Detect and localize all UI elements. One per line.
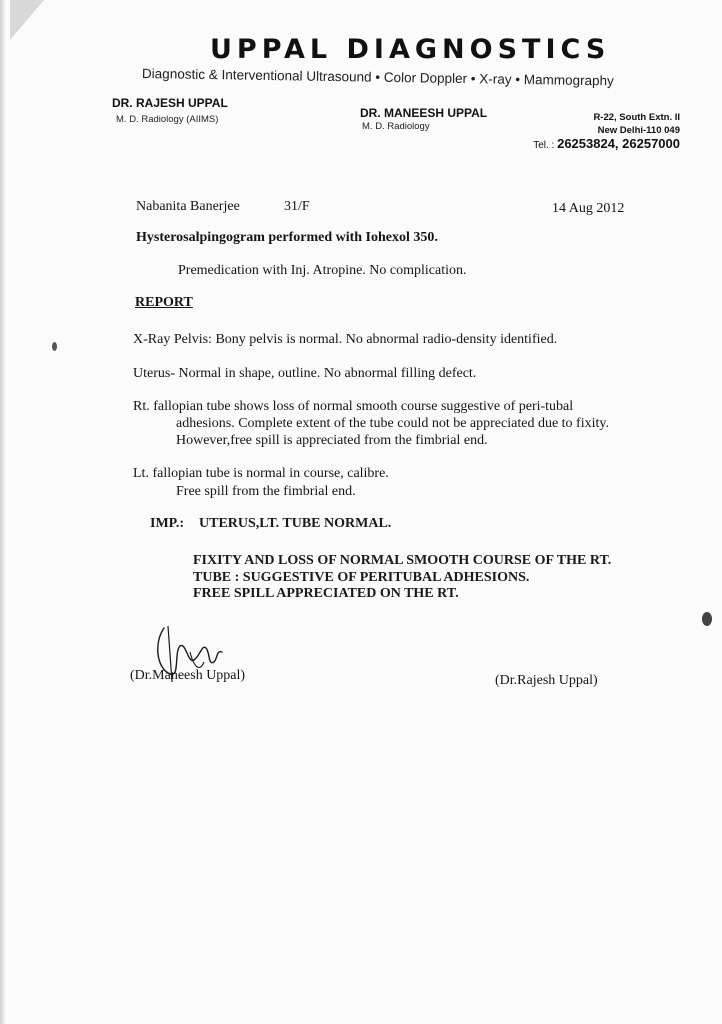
telephone-numbers: 26253824, 26257000: [557, 136, 680, 151]
scan-edge-shadow: [0, 0, 6, 1024]
folded-corner: [10, 0, 44, 40]
signatory-right: (Dr.Rajesh Uppal): [495, 673, 598, 688]
patient-name: Nabanita Banerjee: [136, 199, 240, 214]
report-heading: REPORT: [135, 295, 193, 310]
finding-lt-tube-line2: Free spill from the fimbrial end.: [176, 484, 356, 499]
finding-lt-tube-line1: Lt. fallopian tube is normal in course, calibre.: [133, 466, 389, 481]
address-line-2: New Delhi-110 049: [597, 125, 680, 136]
impression-line1: UTERUS,LT. TUBE NORMAL.: [199, 516, 392, 531]
finding-rt-tube-line3: However,free spill is appreciated from the fimbrial end.: [176, 433, 488, 448]
scan-speck: [52, 342, 57, 351]
signatory-left: (Dr.Maneesh Uppal): [130, 668, 246, 683]
report-date: 14 Aug 2012: [552, 201, 625, 216]
finding-rt-tube-line2: adhesions. Complete extent of the tube could not be appreciated due to fixity.: [176, 416, 609, 431]
procedure-title: Hysterosalpingogram performed with Iohexol 350.: [136, 230, 438, 245]
impression-line4: FREE SPILL APPRECIATED ON THE RT.: [193, 586, 459, 601]
doctor2-name: DR. MANEESH UPPAL: [360, 106, 488, 120]
clinic-services: Diagnostic & Interventional Ultrasound • Color Doppler • X-ray • Mammography: [141, 66, 614, 89]
doctor1-name: DR. RAJESH UPPAL: [112, 96, 228, 110]
doctor1-qualification: M. D. Radiology (AIIMS): [116, 114, 219, 125]
impression-label: IMP.:: [150, 516, 185, 531]
premedication: Premedication with Inj. Atropine. No complication.: [178, 263, 467, 278]
scan-mark: [702, 612, 712, 626]
telephone: [533, 136, 680, 151]
clinic-name: UPPAL DIAGNOSTICS: [210, 34, 611, 65]
doctor2-qualification: M. D. Radiology: [362, 121, 430, 132]
finding-uterus: Uterus- Normal in shape, outline. No abnormal filling defect.: [133, 366, 477, 381]
patient-age-sex: 31/F: [284, 199, 310, 214]
impression-line3: TUBE : SUGGESTIVE OF PERITUBAL ADHESIONS.: [193, 570, 530, 585]
telephone-label: Tel. :: [533, 140, 555, 151]
finding-xray: X-Ray Pelvis: Bony pelvis is normal. No abnormal radio-density identified.: [133, 332, 558, 347]
finding-rt-tube-line1: Rt. fallopian tube shows loss of normal smooth course suggestive of peri-tubal: [133, 399, 574, 414]
impression-line2: FIXITY AND LOSS OF NORMAL SMOOTH COURSE OF THE RT.: [193, 553, 612, 568]
address-line-1: R-22, South Extn. II: [593, 112, 680, 123]
